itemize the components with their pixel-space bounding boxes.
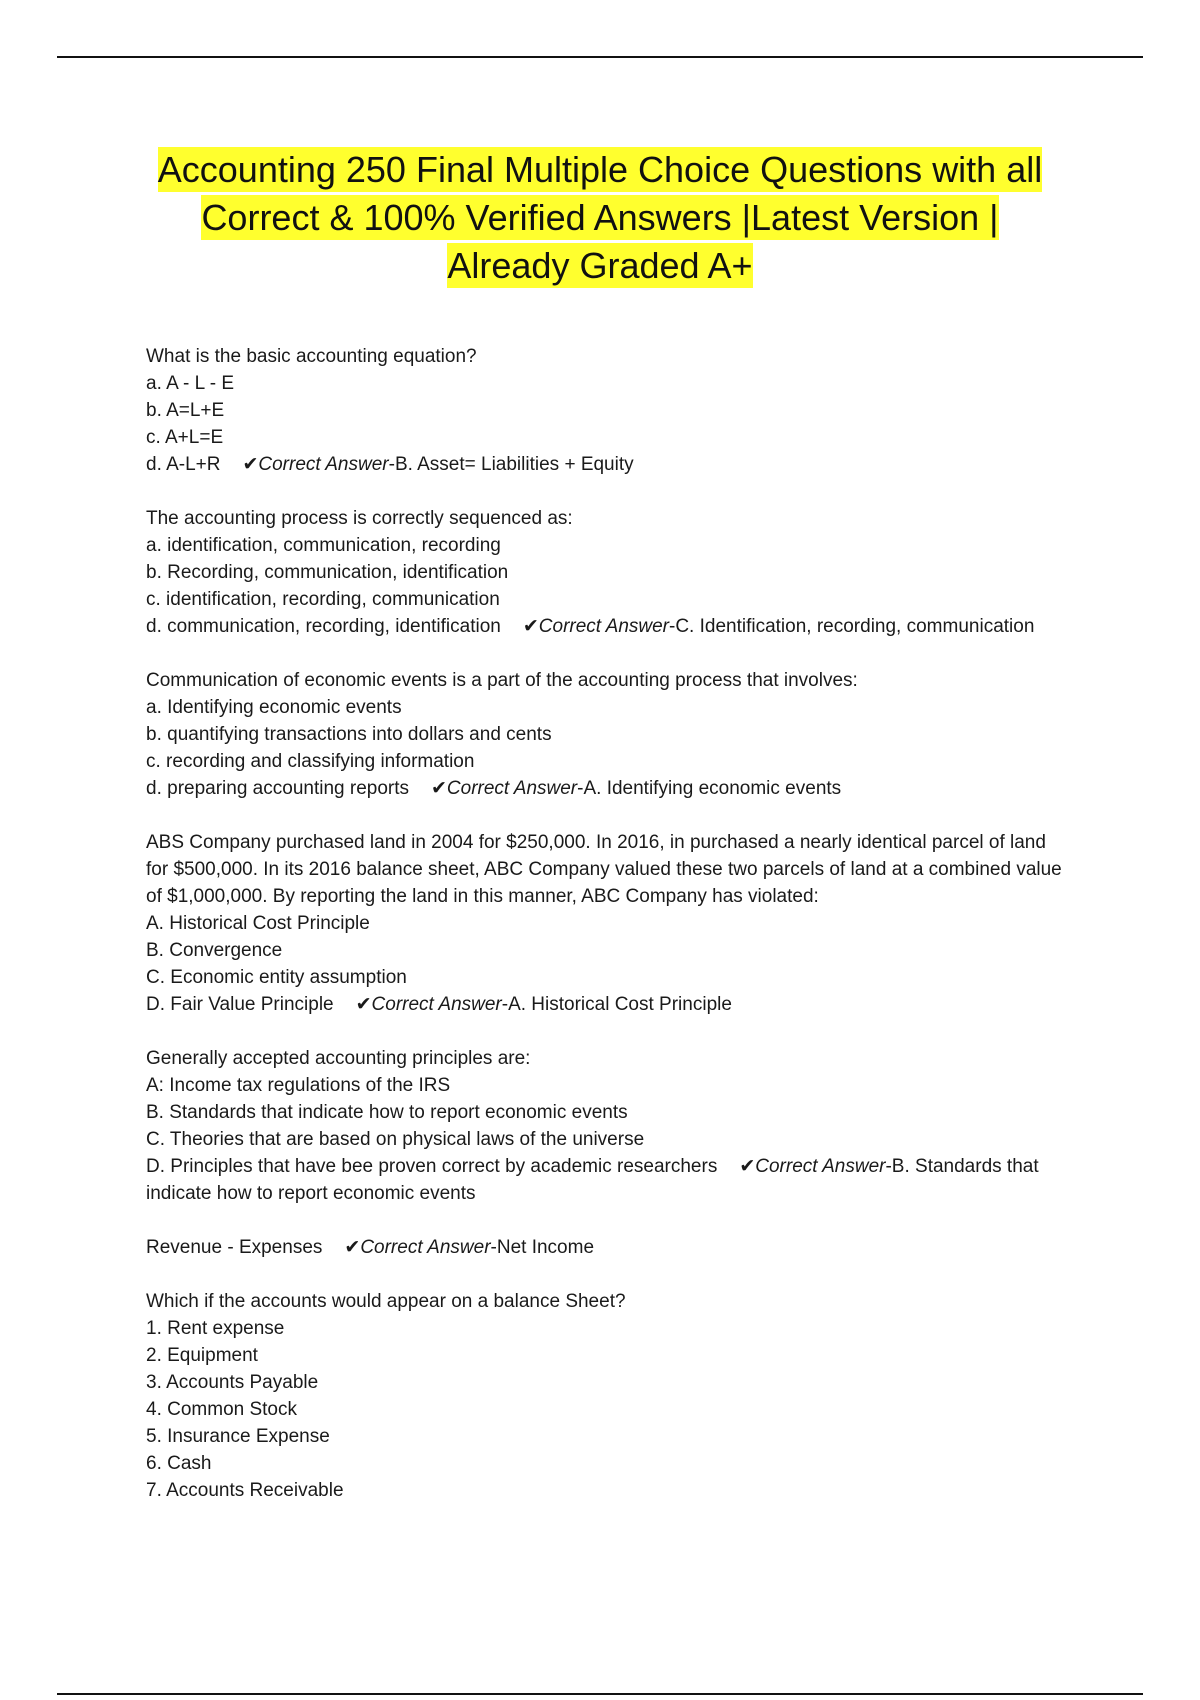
checkmark-icon: ✔: [355, 994, 372, 1015]
option-a: A: Income tax regulations of the IRS: [146, 1075, 451, 1096]
document-title: [100, 146, 1100, 290]
correct-answer: [242, 454, 633, 475]
question-block: [146, 343, 1066, 478]
answer-separator: -: [490, 1237, 497, 1258]
option-last-with-answer: [146, 775, 1066, 802]
question-block: [146, 667, 1066, 802]
list-item: 5. Insurance Expense: [146, 1426, 330, 1447]
question-text: Revenue - Expenses: [146, 1237, 323, 1258]
option-d: d. communication, recording, identification: [146, 616, 501, 637]
option-c: c. recording and classifying information: [146, 751, 475, 772]
checkmark-icon: ✔: [522, 616, 539, 637]
question-list: [146, 343, 1066, 1531]
option-a: a. Identifying economic events: [146, 697, 402, 718]
title-highlight: [158, 147, 1042, 288]
correct-answer-label: Correct Answer: [371, 994, 502, 1015]
option-b: B. Standards that indicate how to report economic events: [146, 1102, 628, 1123]
answer-separator: -: [388, 454, 395, 475]
title-line-1: Accounting 250 Final Multiple Choice Questions with all: [157, 149, 1043, 190]
correct-answer-label: Correct Answer: [360, 1237, 491, 1258]
answer-text: B. Standards that indicate how to report economic events: [146, 1156, 1044, 1204]
option-b: b. Recording, communication, identification: [146, 562, 509, 583]
answer-text: Net Income: [496, 1237, 595, 1258]
question-block: [146, 1045, 1066, 1207]
title-line-3: Already Graded A+: [447, 245, 753, 286]
option-c: C. Theories that are based on physical laws of the universe: [146, 1129, 645, 1150]
question-block: [146, 829, 1066, 1018]
list-item: 7. Accounts Receivable: [146, 1480, 344, 1501]
list-item: 2. Equipment: [146, 1345, 258, 1366]
option-b: b. quantifying transactions into dollars and cents: [146, 724, 552, 745]
checkmark-icon: ✔: [431, 778, 447, 799]
answer-text: A. Identifying economic events: [583, 778, 842, 799]
checkmark-icon: ✔: [739, 1156, 756, 1177]
answer-separator: -: [501, 994, 509, 1015]
list-item: 3. Accounts Payable: [146, 1372, 319, 1393]
option-last-with-answer: [146, 451, 1066, 478]
option-d: d. A-L+R: [146, 454, 221, 475]
answer-text: A. Historical Cost Principle: [508, 994, 732, 1015]
option-d: d. preparing accounting reports: [146, 778, 409, 799]
answer-text: C. Identification, recording, communication: [675, 616, 1035, 637]
question-text: The accounting process is correctly sequenced as:: [146, 508, 573, 529]
question-text: Which if the accounts would appear on a balance Sheet?: [146, 1291, 626, 1312]
option-c: c. A+L=E: [146, 427, 224, 448]
question-text: Generally accepted accounting principles are:: [146, 1048, 531, 1069]
answer-separator: -: [669, 616, 676, 637]
correct-answer-label: Correct Answer: [446, 778, 578, 799]
option-c: C. Economic entity assumption: [146, 967, 407, 988]
footer-rule: [57, 1693, 1143, 1695]
list-item: 4. Common Stock: [146, 1399, 297, 1420]
option-d: D. Principles that have bee proven correct by academic researchers: [146, 1156, 718, 1177]
correct-answer: [431, 778, 841, 799]
correct-answer: [344, 1237, 594, 1258]
option-c: c. identification, recording, communication: [146, 589, 500, 610]
title-line-2: Correct & 100% Verified Answers |Latest Version |: [201, 197, 999, 238]
checkmark-icon: ✔: [242, 454, 259, 475]
option-a: A. Historical Cost Principle: [146, 913, 370, 934]
checkmark-icon: ✔: [344, 1237, 361, 1258]
correct-answer: [523, 616, 1035, 637]
header-rule: [57, 56, 1143, 58]
question-block: [146, 505, 1066, 640]
question-block: [146, 1234, 1066, 1261]
correct-answer-label: Correct Answer: [538, 616, 669, 637]
correct-answer-label: Correct Answer: [258, 454, 389, 475]
list-item: 6. Cash: [146, 1453, 212, 1474]
list-item: 1. Rent expense: [146, 1318, 285, 1339]
option-last-with-answer: [146, 1234, 1066, 1261]
question-text: What is the basic accounting equation?: [146, 346, 477, 367]
option-a: a. identification, communication, recording: [146, 535, 501, 556]
option-last-with-answer: [146, 1153, 1066, 1207]
answer-separator: -: [577, 778, 584, 799]
option-b: B. Convergence: [146, 940, 283, 961]
option-b: b. A=L+E: [146, 400, 225, 421]
option-d: D. Fair Value Principle: [146, 994, 334, 1015]
question-block: [146, 1288, 1066, 1504]
option-last-with-answer: [146, 991, 1066, 1018]
answer-text: B. Asset= Liabilities + Equity: [394, 454, 634, 475]
question-text: Communication of economic events is a part of the accounting process that involves:: [146, 670, 858, 691]
option-last-with-answer: [146, 613, 1066, 640]
correct-answer: [356, 994, 732, 1015]
question-text: ABS Company purchased land in 2004 for $250,000. In 2016, in purchased a nearly identical parcel of land for $500,000. In its 2016 balance sheet, ABC Company valued these two parcels of land at a combined value of $1,000,000. By reporting the land in this manner, ABC Company has violated:: [146, 832, 1068, 907]
option-a: a. A - L - E: [146, 373, 235, 394]
answer-separator: -: [885, 1156, 892, 1177]
correct-answer-label: Correct Answer: [755, 1156, 886, 1177]
